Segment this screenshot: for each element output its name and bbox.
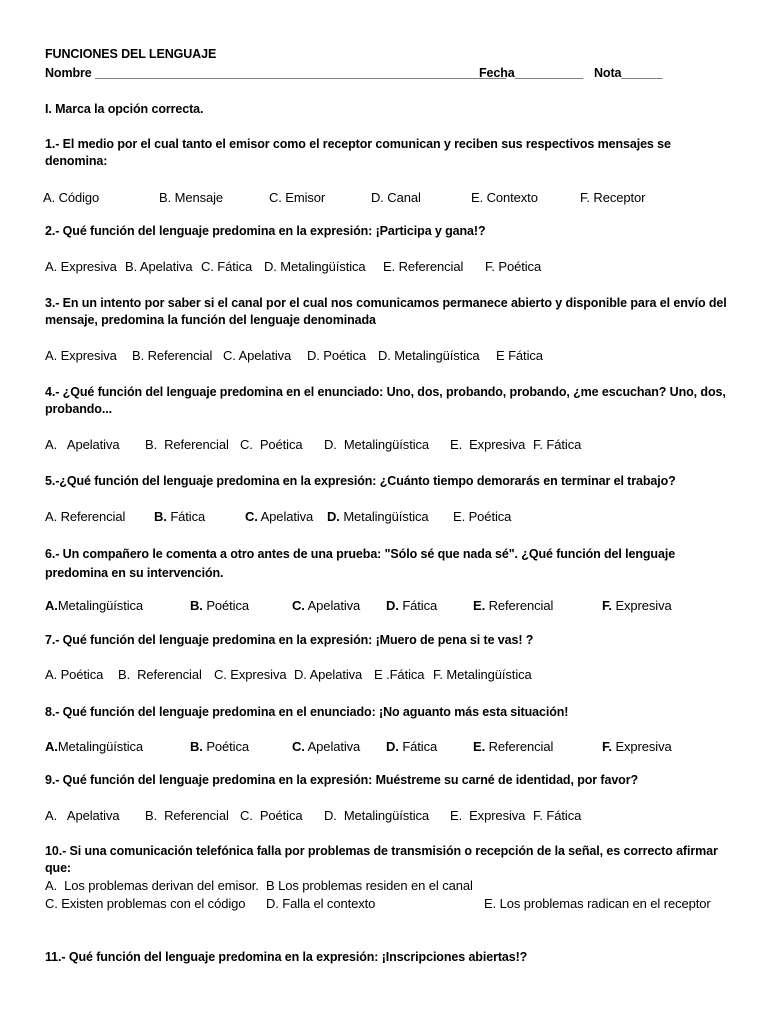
grade-field: Nota______ bbox=[594, 66, 663, 80]
q8-option-a bbox=[45, 739, 143, 755]
section-instruction: I. Marca la opción correcta. bbox=[45, 102, 204, 116]
question-4-text: 4.- ¿Qué función del lenguaje predomina en el enunciado: Uno, dos, probando, probando, ¿me escuchan? Uno, dos, probando... bbox=[45, 385, 726, 416]
question-3-text: 3.- En un intento por saber si el canal por el cual nos comunicamos permanece abierto y disponible para el envío del mensaje, predomina la función del lenguaje denominada bbox=[45, 296, 727, 327]
q10-option-a: A. Los problemas derivan del emisor. bbox=[45, 878, 259, 893]
q6-option-b-letter: B. bbox=[190, 598, 203, 613]
q6-option-f-letter: F. bbox=[602, 598, 612, 613]
q7-option-f: F. Metalingüística bbox=[433, 667, 532, 682]
q5-option-d-label: Metalingüística bbox=[343, 509, 429, 524]
q3-option-d2: D. Metalingüística bbox=[378, 348, 480, 363]
question-9-text: 9.- Qué función del lenguaje predomina en la expresión: Muéstreme su carné de identidad, por favor? bbox=[45, 773, 639, 787]
q6-option-b-label: Poética bbox=[206, 598, 249, 613]
q4-option-b: B. Referencial bbox=[145, 437, 229, 452]
q8-option-b bbox=[190, 739, 249, 755]
q8-option-e bbox=[473, 739, 553, 755]
q10-option-e: E. Los problemas radican en el receptor bbox=[484, 896, 711, 911]
q9-option-b: B. Referencial bbox=[145, 808, 229, 823]
q5-option-e-label: Poética bbox=[468, 509, 512, 524]
worksheet-title: FUNCIONES DEL LENGUAJE bbox=[45, 47, 217, 61]
q8-option-c bbox=[292, 739, 360, 755]
question-11-text: 11.- Qué función del lenguaje predomina en la expresión: ¡Inscripciones abiertas!? bbox=[45, 950, 528, 964]
q5-option-e-letter: E. bbox=[453, 509, 466, 524]
q1-option-d: D. Canal bbox=[371, 190, 421, 205]
q5-option-a-letter: A. bbox=[45, 509, 58, 524]
q9-option-d: D. Metalingüística bbox=[324, 808, 430, 823]
q5-option-d-letter: D. bbox=[327, 509, 340, 524]
q3-option-d: D. Poética bbox=[307, 348, 366, 363]
q6-option-e-letter: E. bbox=[473, 598, 486, 613]
q9-option-f: F. Fática bbox=[533, 808, 582, 823]
q5-option-b-label: Fática bbox=[170, 509, 206, 524]
q2-option-d: D. Metalingüística bbox=[264, 259, 366, 274]
q7-option-d: D. Apelativa bbox=[294, 667, 363, 682]
q8-option-b-letter: B. bbox=[190, 739, 203, 754]
q5-option-b bbox=[154, 509, 205, 525]
q5-option-a bbox=[45, 509, 125, 525]
q8-option-e-letter: E. bbox=[473, 739, 486, 754]
q6-option-c-letter: C. bbox=[292, 598, 305, 613]
q5-option-b-letter: B. bbox=[154, 509, 167, 524]
q8-option-d-letter: D. bbox=[386, 739, 399, 754]
q6-option-d-letter: D. bbox=[386, 598, 399, 613]
q2-option-c: C. Fática bbox=[201, 259, 253, 274]
q6-option-a bbox=[45, 598, 143, 614]
q5-option-c-label: Apelativa bbox=[260, 509, 314, 524]
q6-option-c-label: Apelativa bbox=[307, 598, 361, 613]
q9-option-e: E. Expresiva bbox=[450, 808, 526, 823]
q8-option-e-label: Referencial bbox=[488, 739, 554, 754]
question-5-text: 5.-¿Qué función del lenguaje predomina en la expresión: ¿Cuánto tiempo demorarás en terminar el trabajo? bbox=[45, 474, 676, 488]
date-field: Fecha__________ bbox=[479, 66, 584, 80]
q10-option-d: D. Falla el contexto bbox=[266, 896, 376, 911]
q8-option-c-label: Apelativa bbox=[307, 739, 361, 754]
q8-option-a-letter: A. bbox=[45, 739, 58, 754]
q1-option-a: A. Código bbox=[43, 190, 100, 205]
q6-option-d-label: Fática bbox=[402, 598, 438, 613]
q8-option-d-label: Fática bbox=[402, 739, 438, 754]
q5-option-a-label: Referencial bbox=[60, 509, 126, 524]
q1-option-e: E. Contexto bbox=[471, 190, 538, 205]
q3-option-a: A. Expresiva bbox=[45, 348, 117, 363]
q7-option-b: B. Referencial bbox=[118, 667, 202, 682]
q2-option-b: B. Apelativa bbox=[125, 259, 193, 274]
q7-option-c: C. Expresiva bbox=[214, 667, 287, 682]
q8-option-b-label: Poética bbox=[206, 739, 249, 754]
q6-option-c bbox=[292, 598, 360, 614]
q8-option-d bbox=[386, 739, 437, 755]
q4-option-c: C. Poética bbox=[240, 437, 303, 452]
q10-option-c: C. Existen problemas con el código bbox=[45, 896, 246, 911]
q6-option-e-label: Referencial bbox=[488, 598, 554, 613]
q1-option-b: B. Mensaje bbox=[159, 190, 224, 205]
name-field: Nombre ____________________________________________________________ bbox=[45, 66, 507, 80]
q6-option-b bbox=[190, 598, 249, 614]
q3-option-b: B. Referencial bbox=[132, 348, 213, 363]
question-8-text: 8.- Qué función del lenguaje predomina en el enunciado: ¡No aguanto más esta situación! bbox=[45, 705, 569, 719]
question-10-text: 10.- Si una comunicación telefónica falla por problemas de transmisión o recepción de la señal, es correcto afirmar que: bbox=[45, 844, 718, 875]
q5-option-e bbox=[453, 509, 511, 525]
q9-option-c: C. Poética bbox=[240, 808, 303, 823]
question-2-text: 2.- Qué función del lenguaje predomina en la expresión: ¡Participa y gana!? bbox=[45, 224, 486, 238]
q5-option-c bbox=[245, 509, 313, 525]
q6-option-d bbox=[386, 598, 437, 614]
q6-option-f-label: Expresiva bbox=[615, 598, 672, 613]
q7-option-a: A. Poética bbox=[45, 667, 104, 682]
q8-option-f-letter: F. bbox=[602, 739, 612, 754]
q5-option-d bbox=[327, 509, 429, 525]
q6-option-a-label: Metalingüística bbox=[57, 598, 144, 613]
q8-option-f bbox=[602, 739, 672, 755]
q6-option-f bbox=[602, 598, 672, 614]
q8-option-f-label: Expresiva bbox=[615, 739, 672, 754]
q2-option-f: F. Poética bbox=[485, 259, 542, 274]
q7-option-e: E .Fática bbox=[374, 667, 425, 682]
q1-option-c: C. Emisor bbox=[269, 190, 326, 205]
q6-option-a-letter: A. bbox=[45, 598, 58, 613]
q2-option-a: A. Expresiva bbox=[45, 259, 117, 274]
question-6-text: 6.- Un compañero le comenta a otro antes de una prueba: "Sólo sé que nada sé". ¿Qué función del lenguaje predomina en su intervención. bbox=[45, 547, 676, 580]
q5-option-c-letter: C. bbox=[245, 509, 258, 524]
q6-option-e bbox=[473, 598, 553, 614]
q4-option-a: A. Apelativa bbox=[45, 437, 120, 452]
q4-option-d: D. Metalingüística bbox=[324, 437, 430, 452]
q4-option-f: F. Fática bbox=[533, 437, 582, 452]
q2-option-e: E. Referencial bbox=[383, 259, 464, 274]
q8-option-c-letter: C. bbox=[292, 739, 305, 754]
q9-option-a: A. Apelativa bbox=[45, 808, 120, 823]
q3-option-e: E Fática bbox=[496, 348, 543, 363]
q4-option-e: E. Expresiva bbox=[450, 437, 526, 452]
question-7-text: 7.- Qué función del lenguaje predomina en la expresión: ¡Muero de pena si te vas! ? bbox=[45, 633, 534, 647]
q8-option-a-label: Metalingüística bbox=[57, 739, 144, 754]
q10-option-b: B Los problemas residen en el canal bbox=[266, 878, 473, 893]
q3-option-c: C. Apelativa bbox=[223, 348, 292, 363]
question-1-text: 1.- El medio por el cual tanto el emisor como el receptor comunican y reciben sus respectivos mensajes se denomina: bbox=[45, 137, 671, 168]
q1-option-f: F. Receptor bbox=[580, 190, 646, 205]
